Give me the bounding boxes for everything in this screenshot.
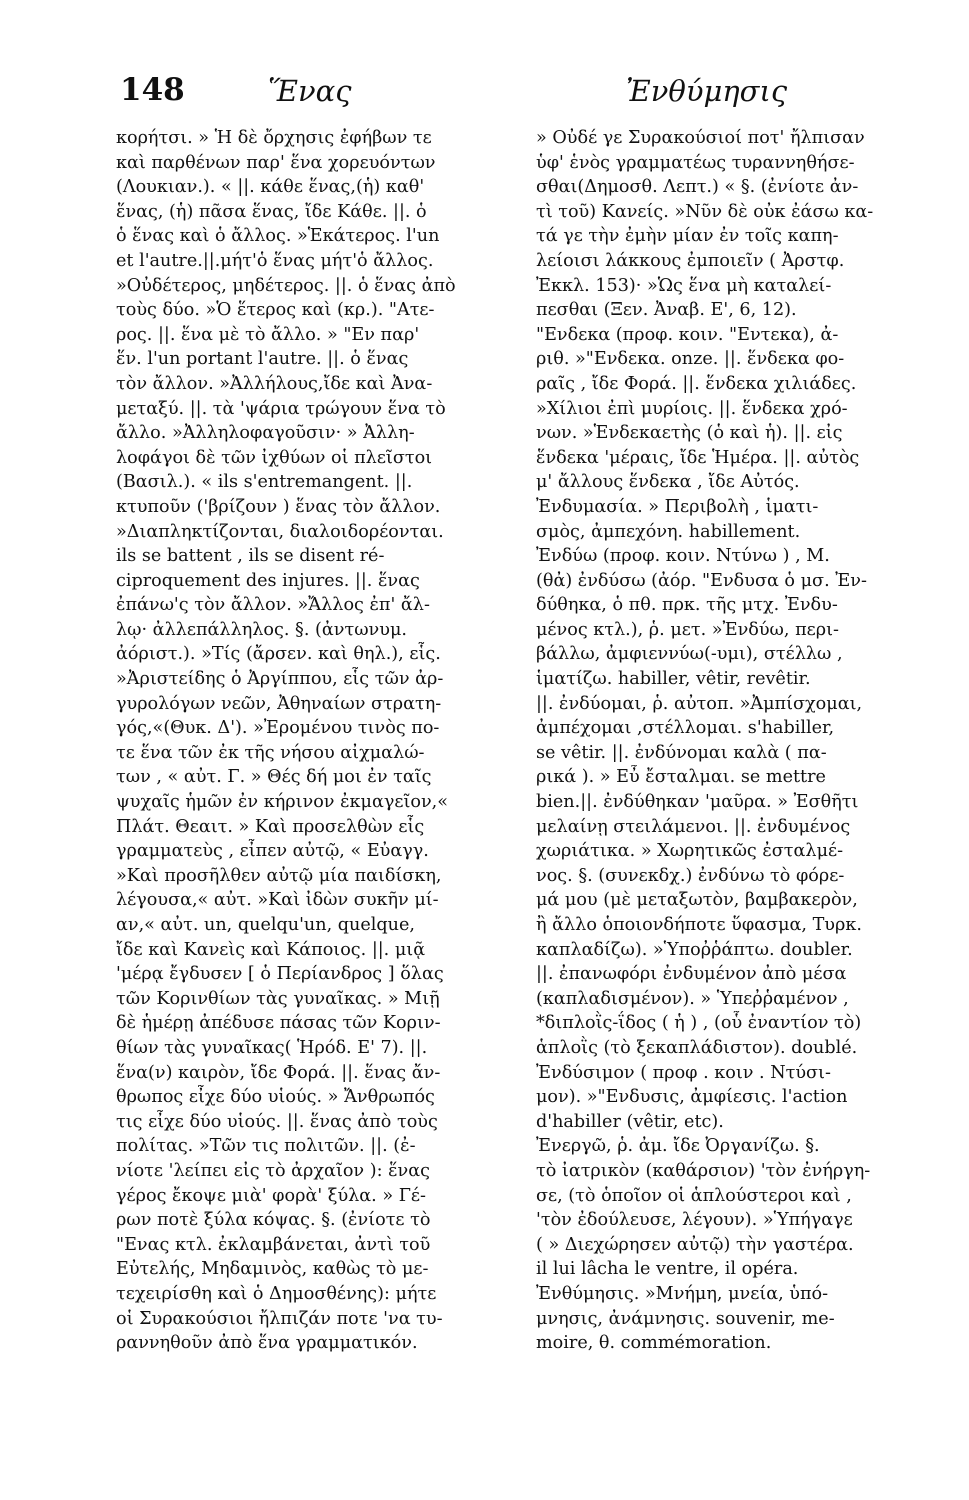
- text-line: μ' ἄλλους ἕνδεκα , ἴδε Αὐτός.: [536, 472, 800, 493]
- text-line: ἀόριστ.). »Τίς (ἄρσεν. καὶ θηλ.), εἷς.: [116, 644, 441, 665]
- text-line: ἄλλο. »Ἀλληλοφαγοῦσιν· » Ἀλλη-: [116, 423, 415, 444]
- text-line: »Διαπληκτίζονται, διαλοιδορέονται.: [116, 521, 444, 542]
- left-headword: Ἕνας: [268, 74, 352, 108]
- text-line: τις εἶχε δύο υἱούς. ||. ἕνας ἀπὸ τοὺς: [116, 1111, 438, 1132]
- text-line: βάλλω, ἀμφιεννύω(-υμι), στέλλω ,: [536, 644, 843, 665]
- text-line: μελαίνῃ στειλάμενοι. ||. ἐνδυμένος: [536, 816, 851, 837]
- text-line: μένος κτλ.), ῥ. μετ. »Ἐνδύω, περι-: [536, 619, 839, 640]
- text-line: il lui lâcha le ventre, il opéra.: [536, 1259, 799, 1280]
- right-column: [536, 126, 908, 1356]
- text-line: ὁ ἕνας καὶ ὁ ἄλλος. »Ἑκάτερος. l'un: [116, 226, 440, 247]
- text-line: τὸ ἰατρικὸν (καθάρσιον) 'τὸν ἐνήργη-: [536, 1160, 871, 1181]
- text-line: σμὸς, ἀμπεχόνη. habillement.: [536, 521, 801, 542]
- text-line: ils se battent , ils se disent ré-: [116, 546, 385, 567]
- text-line: (θἀ) ἐνδύσω (ἀόρ. "Ενδυσα ὁ μσ. Ἐν-: [536, 570, 867, 591]
- text-line: μά μου (μὲ μεταξωτὸν, βαμβακερὸν,: [536, 890, 858, 911]
- text-line: ἕνα(ν) καιρὸν, ἴδε Φορά. ||. ἕνας ἄν-: [116, 1062, 441, 1083]
- text-line: *διπλοῒς-ΐδος ( ἡ ) , (οὗ ἐναντίον τὸ): [536, 1013, 862, 1034]
- text-line: Εὐτελής, Μηδαμινὸς, καθὼς τὸ με-: [116, 1259, 429, 1280]
- text-line: γός,«(Θυκ. Δ'). »Ἐρομένου τινὸς πο-: [116, 718, 440, 739]
- text-line: θρωπος εἶχε δύο υἱούς. » Ἄνθρωπός: [116, 1087, 435, 1108]
- text-line: ραννηθοῦν ἀπὸ ἕνα γραμματικόν.: [116, 1333, 418, 1354]
- text-line: κορήτσι. » Ἡ δὲ ὄρχησις ἐφήβων τε: [116, 128, 432, 148]
- text-line: (καπλαδισμένον). » Ὑπεῤῥαμένον ,: [536, 988, 849, 1009]
- text-line: Ἐνθύμησις. »Μνήμη, μνεία, ὑπό-: [536, 1283, 829, 1304]
- text-line: λείοισι λάκκους ἐμποιεῖν ( Ἀρστφ.: [536, 250, 845, 271]
- text-line: τεχειρίσθη καὶ ὁ Δημοσθένης): μήτε: [116, 1283, 437, 1304]
- text-line: θίων τὰς γυναῖκας( Ἡρόδ. Ε' 7). ||.: [116, 1037, 428, 1058]
- text-line: τὶ τοῦ) Κανείς. »Νῦν δὲ οὐκ ἐάσω κα-: [536, 201, 874, 222]
- text-line: λῳ· ἀλλεπάλληλος. §. (ἀντωνυμ.: [116, 619, 407, 640]
- text-line: 'μέρᾳ ἔγδυσεν [ ὁ Περίανδρος ] ὅλας: [116, 964, 444, 985]
- text-line: σε, (τὸ ὁποῖον οἱ ἁπλούστεροι καὶ ,: [536, 1185, 852, 1206]
- text-line: ἐπάνω'ς τὸν ἄλλον. »Ἄλλος ἐπ' ἄλ-: [116, 595, 430, 616]
- text-line: μον). »"Ενδυσις, ἀμφίεσις. l'action: [536, 1087, 848, 1108]
- text-line: ριθ. »"Ενδεκα. onze. ||. ἕνδεκα φο-: [536, 349, 845, 370]
- text-line: Πλάτ. Θεαιτ. » Καὶ προσελθὼν εἷς: [116, 816, 425, 837]
- text-line: »Καὶ προσῆλθεν αὐτῷ μία παιδίσκη,: [116, 865, 442, 886]
- text-line: ἕνας, (ἡ) πᾶσα ἕνας, ἴδε Κάθε. ||. ὁ: [116, 201, 427, 222]
- text-line: se vêtir. ||. ἐνδύνομαι καλὰ ( πα-: [536, 742, 827, 763]
- text-line: (Λουκιαν.). « ||. κάθε ἕνας,(ἡ) καθ': [116, 177, 425, 198]
- text-line: τῶν Κορινθίων τὰς γυναῖκας. » Μιῇ: [116, 988, 440, 1009]
- text-line: ραῖς , ἴδε Φορά. ||. ἕνδεκα χιλιάδες.: [536, 373, 857, 394]
- text-line: δύθηκα, ὁ πθ. πρκ. τῆς μτχ. Ἐνδυ-: [536, 595, 838, 616]
- text-line: γέρος ἔκοψε μιὰ' φορὰ' ξύλα. » Γέ-: [116, 1185, 426, 1206]
- text-line: 'τὸν ἐδούλευσε, λέγουν). »Ὑπήγαγε: [536, 1210, 853, 1231]
- text-line: ἢ ἄλλο ὁποιονδήποτε ὕφασμα, Τυρκ.: [536, 915, 862, 935]
- text-line: "Ενας κτλ. ἐκλαμβάνεται, ἀντὶ τοῦ: [116, 1234, 431, 1255]
- text-line: δὲ ἡμέρῃ ἀπέδυσε πάσας τῶν Κοριν-: [116, 1013, 441, 1034]
- text-line: Ἐκκλ. 153)· »Ὡς ἕνα μὴ καταλεί-: [536, 275, 832, 296]
- text-line: τοὺς δύο. »Ὁ ἕτερος καὶ (κρ.). "Ατε-: [116, 300, 435, 321]
- text-line: d'habiller (vêtir, etc).: [536, 1111, 724, 1132]
- text-line: των , « αὐτ. Γ. » Θές δή μοι ἐν ταῖς: [116, 767, 432, 788]
- text-line: γραμματεὺς , εἶπεν αὐτῷ, « Εὐαγγ.: [116, 841, 429, 862]
- text-line: οἱ Συρακούσιοι ἤλπιζάν ποτε 'να τυ-: [116, 1308, 443, 1329]
- text-line: ρων ποτὲ ξύλα κόψας. §. (ἐνίοτε τὸ: [116, 1210, 431, 1231]
- text-line: "Ενδεκα (προφ. κοιν. "Εντεκα), ἀ-: [536, 324, 839, 345]
- text-line: ἁπλοῒς (τὸ ξεκαπλάδιστον). doublé.: [536, 1037, 858, 1058]
- text-line: ( » Διεχώρησεν αὐτῷ) τὴν γαστέρα.: [536, 1234, 854, 1255]
- text-line: ψυχαῖς ἡμῶν ἐν κήρινον ἐκμαγεῖον,«: [116, 792, 448, 813]
- text-line: Ἐνδυμασία. » Περιβολὴ , ἱματι-: [536, 496, 819, 517]
- text-line: moire, θ. commémoration.: [536, 1333, 772, 1354]
- text-line: τε ἕνα τῶν ἐκ τῆς νήσου αἰχμαλώ-: [116, 742, 425, 763]
- text-line: μεταξύ. ||. τὰ 'ψάρια τρώγουν ἕνα τὸ: [116, 398, 446, 419]
- text-line: ||. ἐνδύομαι, ῥ. αὐτοπ. »Ἀμπίσχομαι,: [536, 693, 863, 714]
- text-line: Ἐνδύσιμον ( προφ . κοιν . Ντύσι-: [536, 1062, 831, 1083]
- text-line: ρικά ). » Εὖ ἔσταλμαι. se mettre: [536, 767, 826, 788]
- text-line: νων. »Ἑνδεκαετὴς (ὁ καὶ ἡ). ||. εἰς: [536, 423, 843, 444]
- text-line: αν,« αὐτ. un, quelqu'un, quelque,: [116, 915, 416, 935]
- text-line: καὶ παρθένων παρ' ἕνα χορευόντων: [116, 152, 436, 173]
- text-line: Ἐνεργῶ, ῥ. ἀμ. ἴδε Ὀργανίζω. §.: [536, 1136, 820, 1157]
- text-line: (Βασιλ.). « ils s'entremangent. ||.: [116, 472, 413, 493]
- text-line: ||. ἐπανωφόρι ἐνδυμένον ἀπὸ μέσα: [536, 964, 847, 985]
- page-number: 148: [120, 72, 185, 108]
- text-line: καπλαδίζω). »Ὑποῤῥάπτω. doubler.: [536, 939, 853, 960]
- text-line: ἱματίζω. habiller, vêtir, revêtir.: [536, 669, 811, 690]
- text-line: νίοτε 'λείπει εἰς τὸ ἀρχαῖον ): ἕνας: [116, 1160, 430, 1181]
- text-line: Ἐνδύω (προφ. κοιν. Ντύνω ) , Μ.: [536, 546, 830, 567]
- text-line: »Οὐδέτερος, μηδέτερος. ||. ὁ ἕνας ἀπὸ: [116, 275, 456, 296]
- text-line: » Οὐδέ γε Συρακούσιοί ποτ' ἤλπισαν: [536, 128, 865, 148]
- text-line: ὑφ' ἑνὸς γραμματέως τυραννηθήσε-: [536, 152, 855, 173]
- text-line: μνησις, ἀνάμνησις. souvenir, me-: [536, 1308, 835, 1329]
- text-line: ciproquement des injures. ||. ἕνας: [116, 570, 420, 591]
- text-line: bien.||. ἐνδύθηκαν 'μαῦρα. » Ἐσθῆτι: [536, 792, 859, 813]
- text-line: »Χίλιοι ἐπὶ μυρίοις. ||. ἕνδεκα χρό-: [536, 398, 848, 419]
- text-line: et l'autre.||.μήτ'ὁ ἕνας μήτ'ὁ ἄλλος.: [116, 250, 434, 271]
- text-line: πολίτας. »Τῶν τις πολιτῶν. ||. (ἐ-: [116, 1136, 416, 1157]
- text-line: γυρολόγων νεῶν, Ἀθηναίων στρατη-: [116, 693, 442, 714]
- text-line: ἕν. l'un portant l'autre. ||. ὁ ἕνας: [116, 349, 409, 370]
- text-line: λέγουσα,« αὐτ. »Καὶ ἰδὼν συκῆν μί-: [116, 890, 439, 911]
- text-line: χωριάτικα. » Χωρητικῶς ἐσταλμέ-: [536, 841, 844, 862]
- right-headword: Ἐνθύμησις: [626, 74, 788, 108]
- text-line: ρος. ||. ἕνα μὲ τὸ ἄλλο. » "Εν παρ': [116, 324, 420, 345]
- text-line: σθαι(Δημοσθ. Λεπτ.) « §. (ἐνίοτε ἀν-: [536, 177, 859, 198]
- text-line: ἴδε καὶ Κανεὶς καὶ Κάποιος. ||. μιᾷ: [116, 939, 426, 960]
- text-line: τὸν ἄλλον. »Ἀλλήλους,ἴδε καὶ Ἀνα-: [116, 373, 433, 394]
- text-line: λοφάγοι δὲ τῶν ἰχθύων οἱ πλεῖστοι: [116, 447, 433, 468]
- text-line: »Ἀριστείδης ὁ Ἀργίππου, εἷς τῶν ἀρ-: [116, 669, 444, 690]
- page-header: [0, 72, 969, 122]
- text-line: τά γε τὴν ἐμὴν μίαν ἐν τοῖς καπη-: [536, 226, 839, 247]
- text-line: κτυποῦν ('βρίζουν ) ἕνας τὸν ἄλλον.: [116, 496, 441, 517]
- text-line: νος. §. (συνεκδχ.) ἐνδύνω τὸ φόρε-: [536, 865, 845, 886]
- text-line: πεσθαι (Ξεν. Ἀναβ. Ε', 6, 12).: [536, 300, 797, 321]
- text-line: ἀμπέχομαι ,στέλλομαι. s'habiller,: [536, 718, 835, 739]
- text-line: ἕνδεκα 'μέραις, ἴδε Ἡμέρα. ||. αὐτὸς: [536, 447, 860, 468]
- left-column: [116, 126, 488, 1356]
